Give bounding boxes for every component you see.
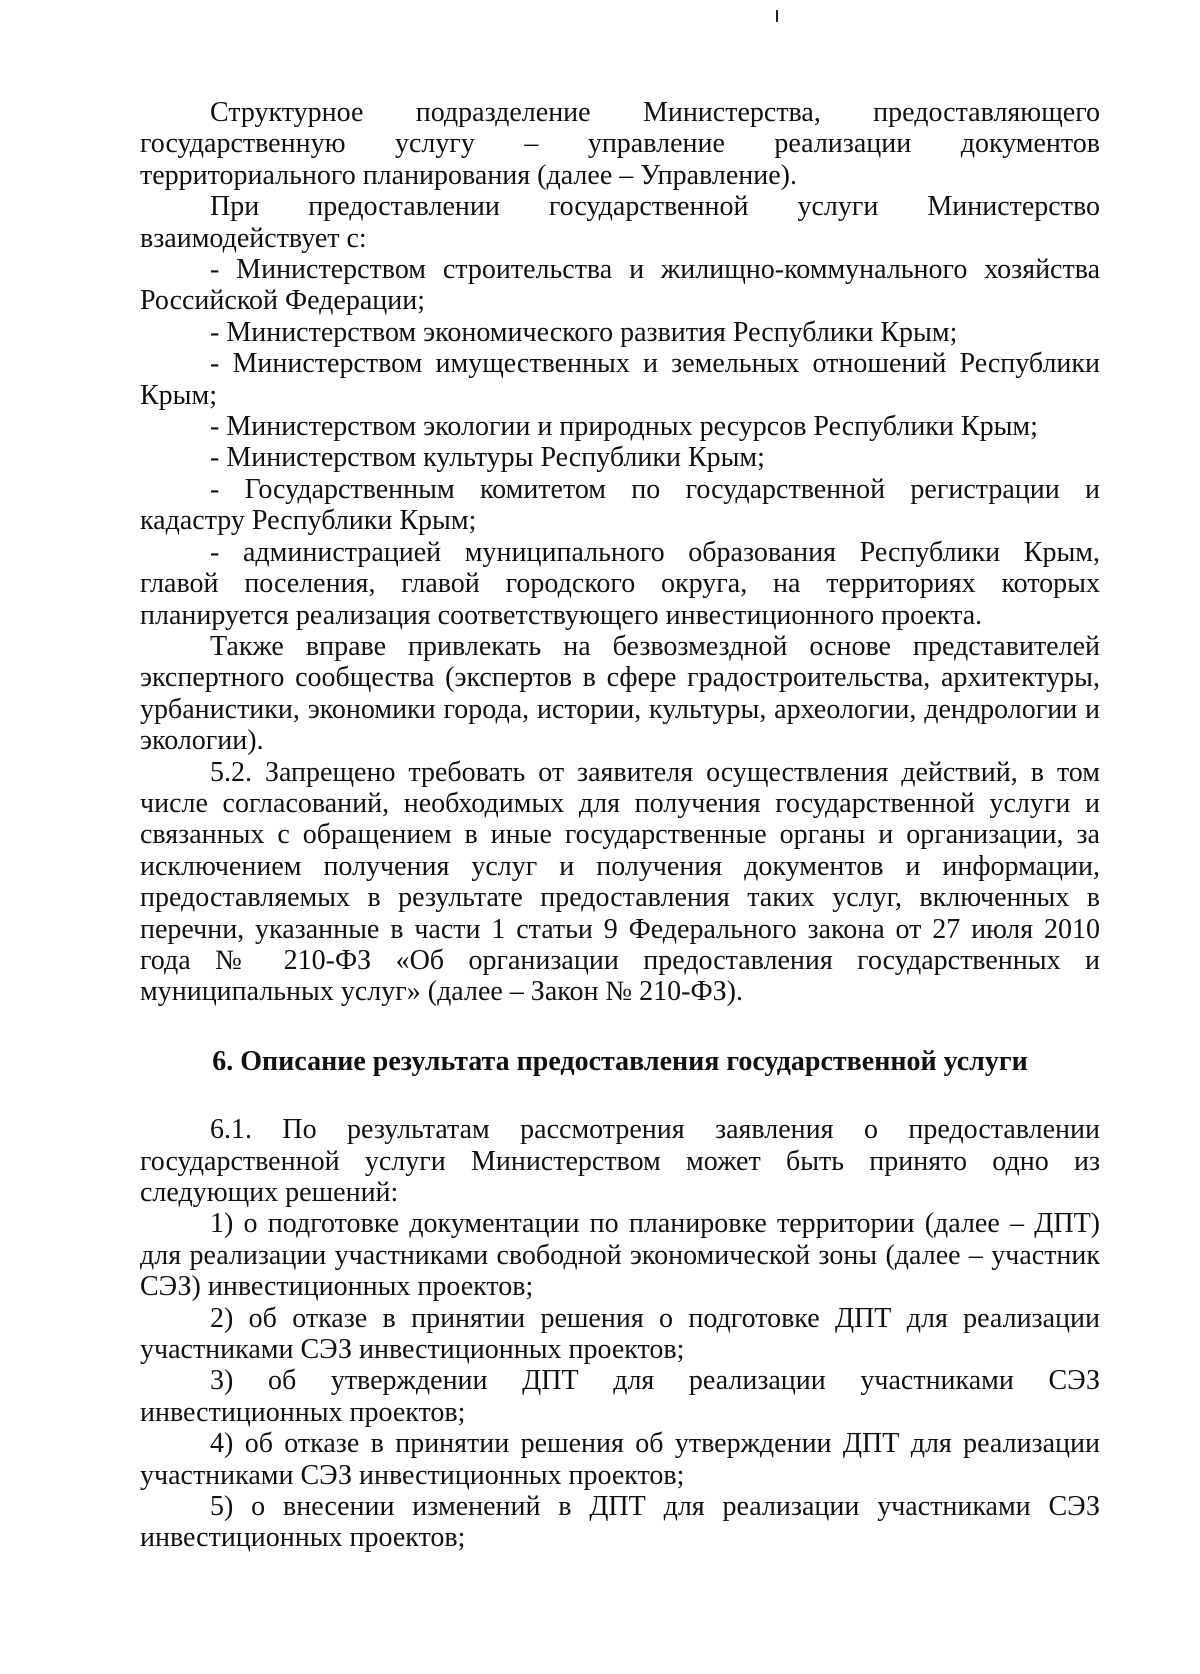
list-item-ministry-culture: - Министерством культуры Республики Крым; xyxy=(210,442,765,474)
list-item-ministry-economy: - Министерством экономического развития Республики Крым; xyxy=(210,316,958,348)
document-body xyxy=(140,97,1100,1554)
page-top-mark xyxy=(776,10,778,22)
list-item-state-committee: - Государственным комитетом по государственной регистрации и кадастру Республики Крым; xyxy=(140,473,1100,537)
decision-item-3: 3) об утверждении ДПТ для реализации участниками СЭЗ инвестиционных проектов; xyxy=(140,1365,1100,1428)
paragraph-5-2: 5.2. Запрещено требовать от заявителя осуществления действий, в том числе согласований, необходимых для получения государственной услуги и связанных с обращением в иные государственные органы и организации, за исключением получения услуг и получения документов и информации, предоставляемых в результате предоставления таких услуг, включенных в перечни, указанные в части 1 статьи 9 Федерального закона от 27 июля 2010 года № 210-ФЗ «Об организации предоставления государственных и муниципальных услуг» (далее – Закон № 210-ФЗ). xyxy=(140,756,1100,1008)
paragraph-interaction-intro: При предоставлении государственной услуги Министерство взаимодействует с: xyxy=(140,191,1100,254)
list-item-ministry-construction: - Министерством строительства и жилищно-коммунального хозяйства Российской Федерации; xyxy=(140,254,1100,317)
list-item-ministry-property: - Министерством имущественных и земельных отношений Республики Крым; xyxy=(140,348,1100,411)
decision-item-2: 2) об отказе в принятии решения о подготовке ДПТ для реализации участниками СЭЗ инвестиционных проектов; xyxy=(140,1302,1100,1366)
list-item-municipal-administration: - администрацией муниципального образования Республики Крым, главой поселения, главой городского округа, на территориях которых планируется реализация соответствующего инвестиционного проекта. xyxy=(140,536,1100,631)
paragraph-experts: Также вправе привлекать на безвозмездной основе представителей экспертного сообщества (экспертов в сфере градостроительства, архитектуры, урбанистики, экономики города, истории, культуры, археологии, дендрологии и экологии). xyxy=(140,630,1100,757)
decision-item-1: 1) о подготовке документации по планировке территории (далее – ДПТ) для реализации участниками свободной экономической зоны (далее – участник СЭЗ) инвестиционных проектов; xyxy=(140,1208,1100,1303)
decision-item-5: 5) о внесении изменений в ДПТ для реализации участниками СЭЗ инвестиционных проектов; xyxy=(140,1491,1100,1554)
decision-item-4: 4) об отказе в принятии решения об утверждении ДПТ для реализации участниками СЭЗ инвестиционных проектов; xyxy=(140,1428,1100,1491)
section-heading: 6. Описание результата предоставления государственной услуги xyxy=(212,1045,1028,1077)
paragraph-6-1: 6.1. По результатам рассмотрения заявления о предоставлении государственной услуги Министерством может быть принято одно из следующих решений: xyxy=(140,1114,1100,1208)
paragraph-structural-unit: Структурное подразделение Министерства, предоставляющего государственную услугу – управление реализации документов территориального планирования (далее – Управление). xyxy=(140,97,1100,191)
list-item-ministry-ecology: - Министерством экологии и природных ресурсов Республики Крым; xyxy=(210,411,1038,443)
